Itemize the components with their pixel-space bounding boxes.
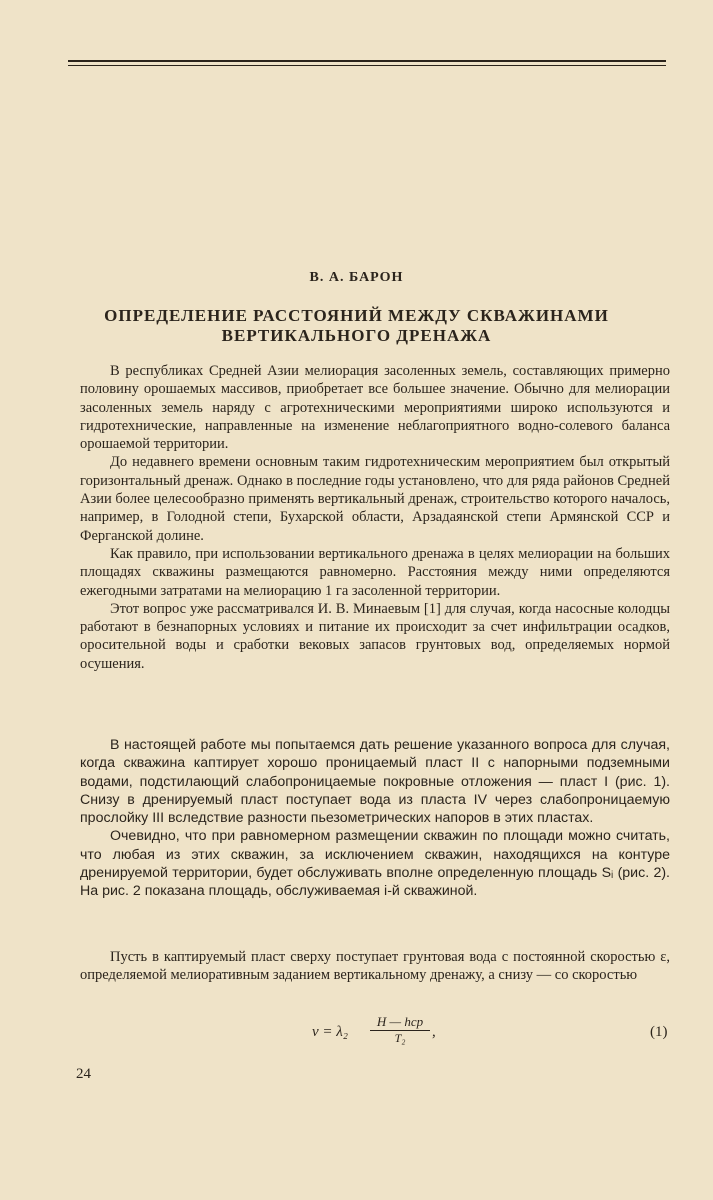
formula-comma: ,	[432, 1024, 436, 1040]
formula-lhs: v = λ₂	[312, 1024, 348, 1040]
paragraph: В настоящей работе мы попытаемся дать решение указанного вопроса для случая, когда скважина каптирует хорошо проницаемый пласт II с напорными подземными водами, подстилающий слабопроницаемые покровные отложения — пласт I (рис. 1). Снизу в дренируемый пласт поступает вода из пласта IV через слабопроницаемую прослойку III вследствие разности пьезометрических напоров в этих пластах.	[80, 737, 670, 827]
title-line-1: ОПРЕДЕЛЕНИЕ РАССТОЯНИЙ МЕЖДУ СКВАЖИНАМИ	[104, 306, 609, 325]
paragraph: До недавнего времени основным таким гидротехническим мероприятием был открытый горизонтальный дренаж. Однако в последние годы установлено, что для ряда районов Средней Азии более целесообразно применять вертикальный дренаж, строительство которого началось, например, в Голодной степи, Бухарской области, Арзадаянской степи Армянской ССР и Ферганской долине.	[80, 454, 670, 544]
paragraph: В республиках Средней Азии мелиорация засоленных земель, составляющих примерно половину орошаемых массивов, приобретает все большее значение. Обычно для мелиорации засоленных земель наряду с агротехническими мероприятиями широко используются и гидротехнические, направленные на изменение неблагоприятного водно-солевого баланса орошаемой территории.	[80, 363, 670, 453]
paragraph: Как правило, при использовании вертикального дренажа в целях мелиорации на больших площадях скважины размещаются равномерно. Расстояния между ними определяются ежегодными затратами на мелиорацию 1 га засоленной территории.	[80, 545, 670, 599]
formula-1	[300, 1014, 500, 1054]
top-rule	[68, 60, 666, 62]
title-line-2: ВЕРТИКАЛЬНОГО ДРЕНАЖА	[221, 326, 492, 345]
body-text-block-2	[80, 736, 670, 901]
body-text-block-1	[80, 362, 670, 673]
formula-denominator: T₂	[394, 1031, 406, 1045]
equation-number: (1)	[650, 1024, 668, 1040]
body-text-block-3	[80, 948, 670, 985]
paragraph: Пусть в каптируемый пласт сверху поступает грунтовая вода с постоянной скоростью ε, определяемой мелиоративным заданием вертикальному дренажу, а снизу — со скоростью	[80, 949, 670, 984]
author-name: В. А. БАРОН	[309, 270, 404, 285]
page-number: 24	[76, 1066, 91, 1082]
top-rule-thin	[68, 65, 666, 66]
paragraph: Очевидно, что при равномерном размещении скважин по площади можно считать, что любая из этих скважин, за исключением скважин, находящихся на контуре дренируемой территории, будет обслуживать вполне определенную площадь Sᵢ (рис. 2). На рис. 2 показана площадь, обслуживаемая i-й скважиной.	[80, 828, 670, 900]
paragraph: Этот вопрос уже рассматривался И. В. Минаевым [1] для случая, когда насосные колодцы работают в безнапорных условиях и питание их происходит за счет инфильтрации осадков, оросительной воды и сработки вековых запасов грунтовых вод, определяемых нормой осушения.	[80, 600, 670, 672]
formula-fraction	[370, 1014, 430, 1046]
formula-numerator: H — hср	[370, 1014, 430, 1031]
article-title	[80, 306, 633, 346]
